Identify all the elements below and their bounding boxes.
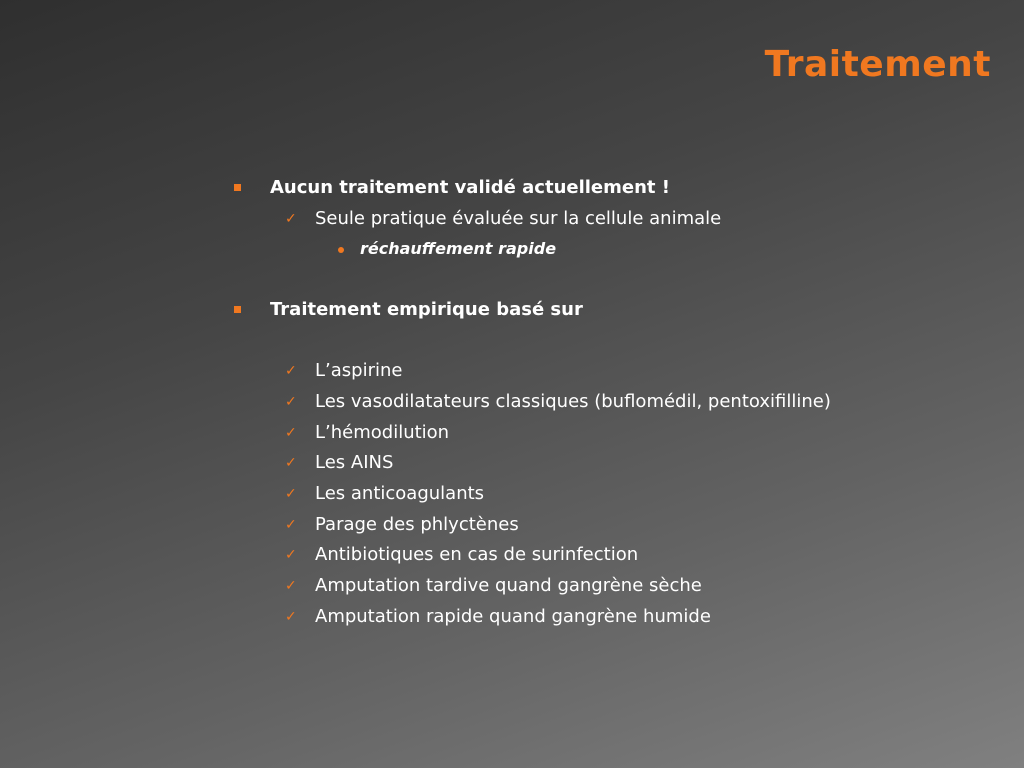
round-bullet-icon xyxy=(338,247,344,253)
checkmark-icon: ✓ xyxy=(285,455,297,471)
checkmark-icon: ✓ xyxy=(285,394,297,410)
section2-heading: Traitement empirique basé sur xyxy=(270,299,583,320)
list-item: Les anticoagulants xyxy=(315,483,485,504)
square-bullet-icon xyxy=(234,306,241,313)
slide-title: Traitement xyxy=(764,44,991,85)
list-item: Parage des phlyctènes xyxy=(315,514,519,535)
checkmark-icon: ✓ xyxy=(285,578,297,594)
checkmark-icon: ✓ xyxy=(285,486,297,502)
section1-sub: Seule pratique évaluée sur la cellule animale xyxy=(315,208,722,229)
list-item: L’aspirine xyxy=(315,360,403,381)
list-item: Les vasodilatateurs classiques (buflomédil, pentoxifilline) xyxy=(315,391,831,412)
section1-subsub: réchauffement rapide xyxy=(360,239,557,258)
checkmark-icon: ✓ xyxy=(285,547,297,563)
list-item: Les AINS xyxy=(315,452,394,473)
section1-heading: Aucun traitement validé actuellement ! xyxy=(270,177,670,198)
checkmark-icon: ✓ xyxy=(285,211,297,227)
checkmark-icon: ✓ xyxy=(285,517,297,533)
list-item: Antibiotiques en cas de surinfection xyxy=(315,544,639,565)
checkmark-icon: ✓ xyxy=(285,609,297,625)
square-bullet-icon xyxy=(234,184,241,191)
list-item: L’hémodilution xyxy=(315,422,450,443)
checkmark-icon: ✓ xyxy=(285,363,297,379)
checkmark-icon: ✓ xyxy=(285,425,297,441)
list-item: Amputation rapide quand gangrène humide xyxy=(315,606,711,627)
list-item: Amputation tardive quand gangrène sèche xyxy=(315,575,702,596)
